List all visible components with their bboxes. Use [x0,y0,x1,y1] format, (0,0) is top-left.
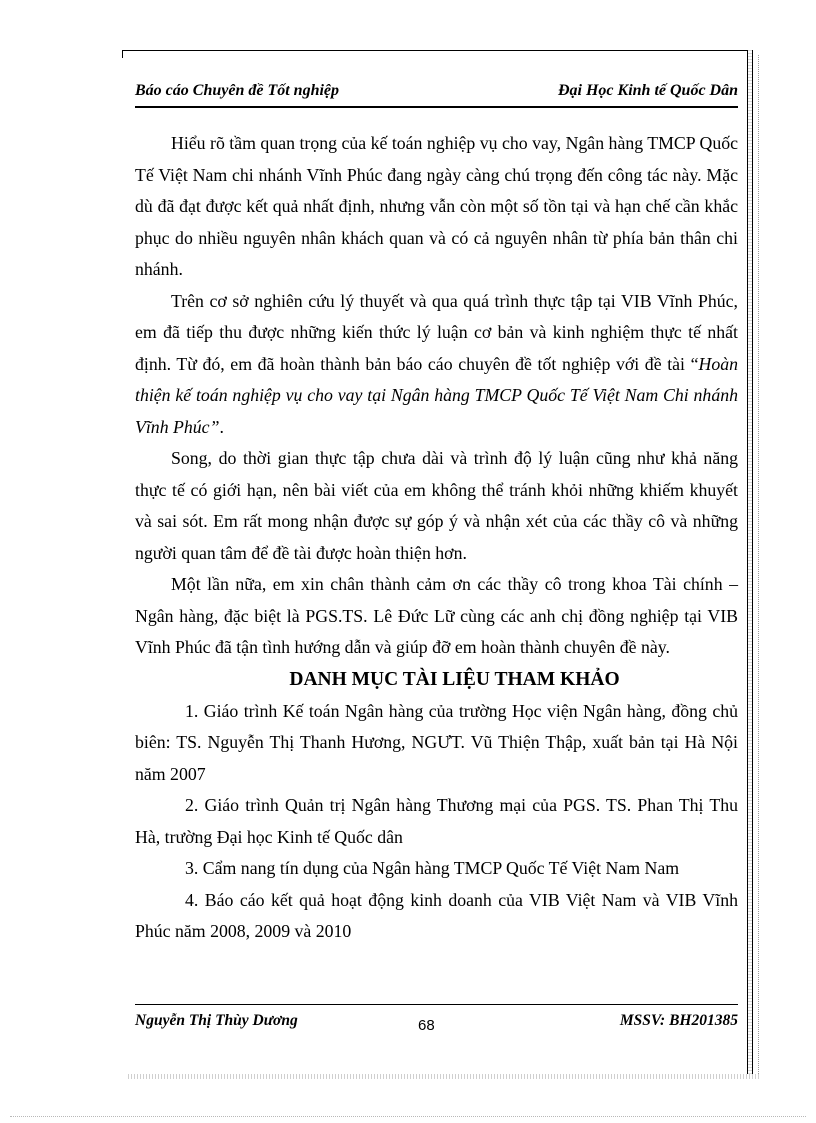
header-rule [135,106,738,108]
reference-item: 1. Giáo trình Kế toán Ngân hàng của trường Học viện Ngân hàng, đồng chủ biên: TS. Nguyễn Thị Thanh Hương, NGƯT. Vũ Thiện Thập, xuất bản tại Hà Nội năm 2007 [135,700,738,784]
paragraph-research-tail: . [219,416,224,437]
page-frame-right [747,50,753,1074]
paragraph-limitations: Song, do thời gian thực tập chưa dài và trình độ lý luận cũng như khả năng thực tế có giới hạn, nên bài viết của em không thể tránh khỏi những khiếm khuyết và sai sót. Em rất mong nhận được sự góp ý và nhận xét của các thầy cô và những người quan tâm để đề tài được hoàn thiện hơn. [135,448,738,563]
page-frame-right-dotted [758,55,760,1074]
header-report-title: Báo cáo Chuyên đề Tốt nghiệp [135,82,340,99]
paragraph-research-lead: Trên cơ sở nghiên cứu lý thuyết và qua quá trình thực tập tại VIB Vĩnh Phúc, em đã tiếp thu được những kiến thức lý luận cơ bản và kinh nghiệm thực tế nhất định. Từ đó, em đã hoàn thành bản báo cáo chuyên đề tốt nghiệp với đề tài “ [135,290,738,374]
footer-student-id: MSSV: BH201385 [619,1012,738,1029]
page-frame-top [122,50,748,58]
paragraph-thanks: Một lần nữa, em xin chân thành cảm ơn các thầy cô trong khoa Tài chính – Ngân hàng, đặc biệt là PGS.TS. Lê Đức Lữ cùng các anh chị đồng nghiệp tại VIB Vĩnh Phúc đã tận tình hướng dẫn và giúp đỡ em hoàn thành chuyên đề này. [135,574,738,657]
reference-item: 3. Cẩm nang tín dụng của Ngân hàng TMCP Quốc Tế Việt Nam Nam [185,858,680,878]
header-university: Đại Học Kinh tế Quốc Dân [557,82,738,99]
reference-item: 2. Giáo trình Quản trị Ngân hàng Thương mại của PGS. TS. Phan Thị Thu Hà, trường Đại học Kinh tế Quốc dân [135,795,738,847]
page-bottom-dotted-line [10,1116,806,1118]
references-heading: DANH MỤC TÀI LIỆU THAM KHẢO [289,668,620,690]
footer-rule [135,1004,738,1005]
page-header [135,82,738,100]
paragraph-importance: Hiểu rõ tầm quan trọng của kế toán nghiệp vụ cho vay, Ngân hàng TMCP Quốc Tế Việt Nam chi nhánh Vĩnh Phúc đang ngày càng chú trọng đến công tác này. Mặc dù đã đạt được kết quả nhất định, nhưng vẫn còn một số tồn tại và hạn chế cần khắc phục do nhiều nguyên nhân khách quan và có cả nguyên nhân từ phía bản thân chi nhánh. [135,133,738,279]
page-body [135,128,738,948]
page-frame-bottom-shadow [128,1074,759,1079]
page-number: 68 [418,1017,435,1034]
reference-item: 4. Báo cáo kết quả hoạt động kinh doanh của VIB Việt Nam và VIB Vĩnh Phúc năm 2008, 2009 và 2010 [135,889,738,941]
thesis-title: Hoàn thiện kế toán nghiệp vụ cho vay tại Ngân hàng TMCP Quốc Tế Việt Nam Chi nhánh Vĩnh Phúc” [135,353,738,437]
footer-author: Nguyễn Thị Thùy Dương [135,1012,298,1029]
paragraph-research [135,286,738,444]
